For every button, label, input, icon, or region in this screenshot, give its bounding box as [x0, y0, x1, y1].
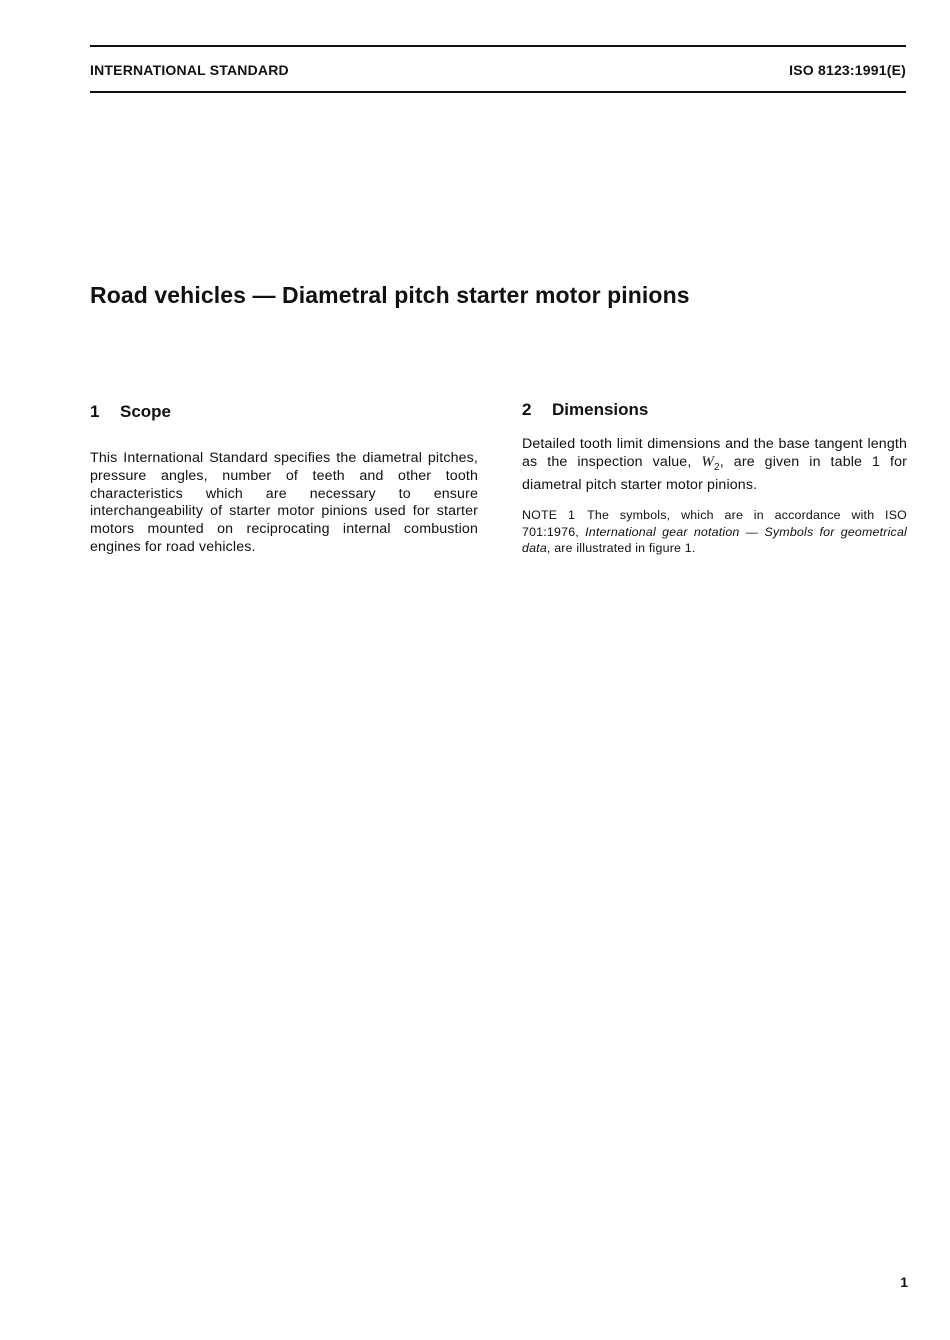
- document-title: Road vehicles — Diametral pitch starter motor pinions: [90, 282, 690, 308]
- note-label: NOTE 1: [522, 508, 576, 522]
- dimensions-paragraph: [522, 436, 907, 494]
- page-number: 1: [900, 1274, 908, 1290]
- header-top-rule: [90, 45, 906, 47]
- section-number: 1: [90, 402, 100, 421]
- scope-paragraph: This International Standard specifies the diametral pitches, pressure angles, number of teeth and other tooth characteristics which are necessary to ensure interchangeability of starter motor pinions used for starter motors mounted on reciprocating internal combustion engines for road vehicles.: [90, 450, 478, 555]
- note-1: [522, 507, 907, 557]
- note-text-end: , are illustrated in figure 1.: [546, 541, 696, 555]
- header-bottom-rule: [90, 91, 906, 93]
- header-document-number: ISO 8123:1991(E): [789, 62, 906, 78]
- base-tangent-symbol: $W_2$: [701, 453, 720, 473]
- note-reference-title: International gear notation — Symbols for geometrical data: [522, 524, 907, 555]
- header-document-type: INTERNATIONAL STANDARD: [90, 62, 289, 78]
- section-title: Dimensions: [552, 400, 649, 419]
- section-title: Scope: [120, 402, 172, 421]
- dimensions-text-end: , are given in table 1 for diametral pitch starter motor pinions.: [522, 453, 908, 493]
- note-text-start: The symbols, which are in accordance with ISO 701:1976,: [522, 508, 907, 539]
- dimensions-text-start: Detailed tooth limit dimensions and the base tangent length as the inspection value,: [522, 436, 907, 470]
- section-heading-scope: [90, 402, 171, 422]
- section-heading-dimensions: [522, 400, 648, 420]
- section-number: 2: [522, 400, 532, 419]
